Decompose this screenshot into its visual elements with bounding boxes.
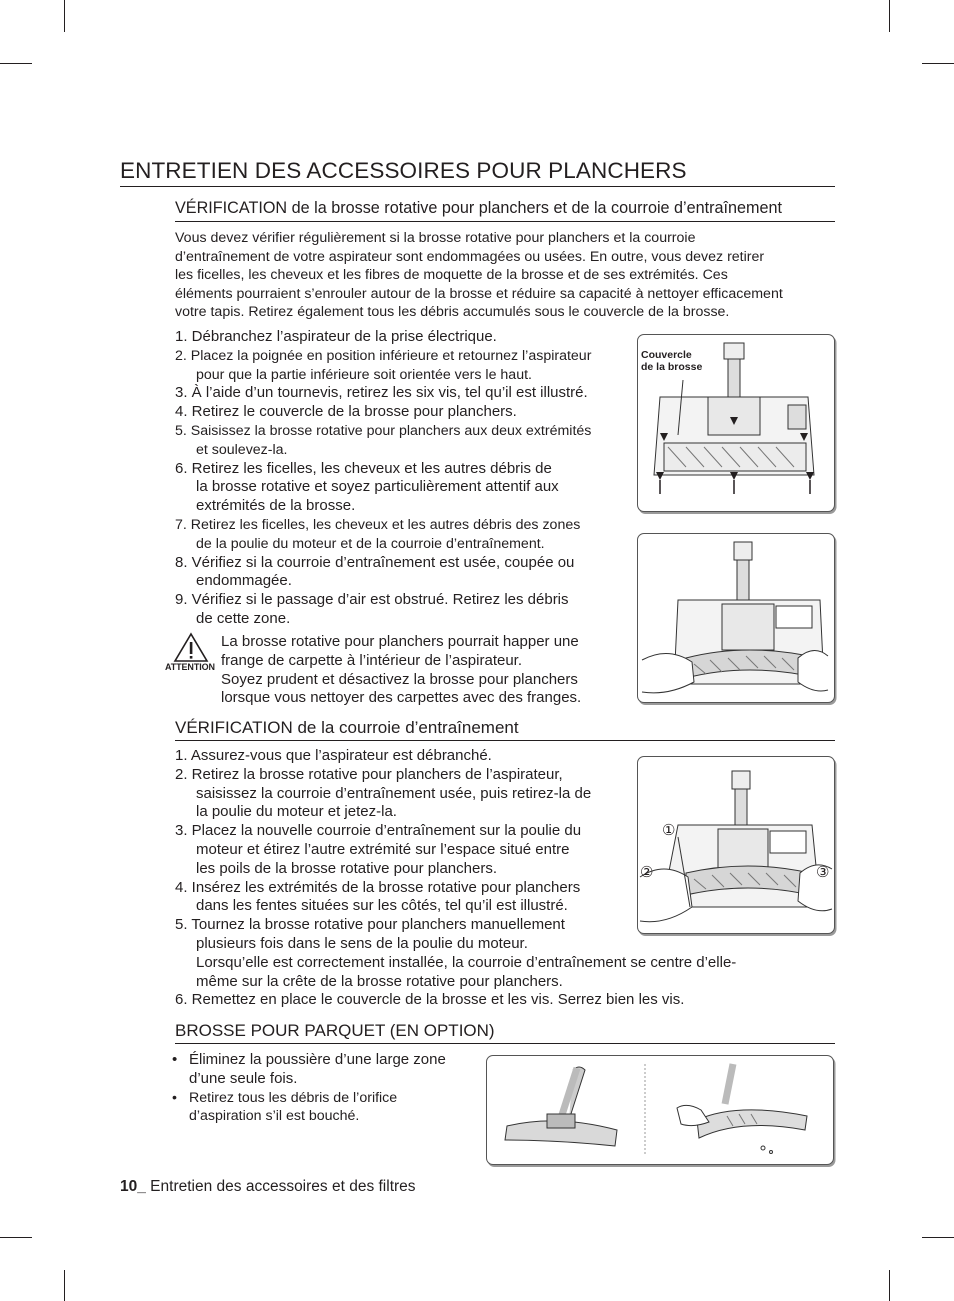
section2-heading: VÉRIFICATION de la courroie d’entraînement: [175, 718, 519, 737]
intro-line: les ficelles, les cheveux et les fibres de moquette de la brosse et de ses extrémités. Ces: [175, 267, 728, 284]
section1-intro: [175, 229, 835, 322]
step-item: 1. Assurez-vous que l’aspirateur est débranché.: [175, 747, 492, 764]
callout-1: ①: [662, 822, 676, 839]
step-item: 5. Tournez la brosse rotative pour planchers manuellement plusieurs fois dans le sens de la poulie du moteur. Lorsqu’elle est correctement installée, la courroie d’entraînement se centre d’elle- même sur la crête de la brosse rotative pour planchers.: [175, 916, 737, 990]
crop-mark: [922, 63, 954, 64]
figure-belt: [637, 756, 835, 934]
crop-mark: [922, 1237, 954, 1238]
step-item: 3. À l’aide d’un tournevis, retirez les six vis, tel qu’il est illustré.: [175, 384, 588, 402]
section3-bullets: [172, 1051, 446, 1126]
step-item: 4. Insérez les extrémités de la brosse rotative pour planchers dans les fentes situées sur les côtés, tel qu’il est illustré.: [175, 878, 581, 915]
figure-label: Couvercle de la brosse: [641, 349, 703, 373]
page-title: ENTRETIEN DES ACCESSOIRES POUR PLANCHERS: [120, 158, 687, 183]
intro-line: d’entraînement de votre aspirateur sont endommagées ou usées. En outre, vous devez retirer: [175, 248, 765, 265]
attention-text: La brosse rotative pour planchers pourrait happer une frange de carpette à l’intérieur de l’aspirateur. Soyez prudent et désactivez la brosse pour planchers lorsque vous nettoyer des carpettes avec des franges.: [221, 633, 582, 707]
section3-heading: BROSSE POUR PARQUET (EN OPTION): [175, 1021, 495, 1040]
page-footer: [120, 1178, 416, 1196]
intro-line: Vous devez vérifier régulièrement si la brosse rotative pour planchers et la courroie: [175, 230, 696, 246]
attention-label: ATTENTION: [165, 662, 215, 672]
section1-rule: [175, 221, 835, 222]
belt-drawing: [638, 757, 834, 933]
section3-rule: [175, 1043, 835, 1044]
step-item: 6. Remettez en place le couvercle de la brosse et les vis. Serrez bien les vis.: [175, 991, 685, 1009]
figure-brush-cover: [637, 334, 835, 512]
crop-mark: [0, 1237, 32, 1238]
crop-mark: [64, 1270, 65, 1301]
lift-brush-drawing: [638, 534, 834, 702]
intro-line: éléments pourraient s’enrouler autour de la brosse et réduire sa capacité à nettoyer efficacement: [175, 285, 783, 302]
crop-mark: [64, 0, 65, 32]
parquet-brush-drawing: [487, 1056, 833, 1164]
crop-mark: [889, 1270, 890, 1301]
callout-3: ③: [816, 864, 830, 881]
intro-line: votre tapis. Retirez également tous les débris accumulés sous le couvercle de la brosse.: [175, 304, 730, 321]
step-item: 8. Vérifiez si la courroie d’entraînement est usée, coupée ou endommagée.: [175, 553, 575, 590]
step-item: 9. Vérifiez si le passage d’air est obstrué. Retirez les débris de cette zone.: [175, 591, 569, 627]
crop-mark: [0, 63, 32, 64]
step-item: 4. Retirez le couvercle de la brosse pour planchers.: [175, 403, 517, 421]
section2-rule: [175, 740, 835, 741]
callout-2: ②: [640, 864, 654, 881]
section1-heading: VÉRIFICATION de la brosse rotative pour planchers et de la courroie d’entraînement: [175, 199, 783, 217]
brush-head-drawing: [638, 335, 834, 511]
title-rule: [120, 186, 835, 187]
bullet-item: • Retirez tous les débris de l’orifice d’aspiration s’il est bouché.: [172, 1089, 398, 1125]
step-item: 3. Placez la nouvelle courroie d’entraînement sur la poulie du moteur et étirez l’autre extrémité sur l’espace situé entre les poils de la brosse rotative pour planchers.: [175, 822, 582, 877]
step-item: 6. Retirez les ficelles, les cheveux et les autres débris de la brosse rotative et soyez particulièrement attentif aux extrémités de la brosse.: [175, 459, 559, 515]
bullet-item: • Éliminez la poussière d’une large zone d’une seule fois.: [172, 1051, 446, 1087]
step-item: 2. Retirez la brosse rotative pour planchers de l’aspirateur, saisissez la courroie d’entraînement usée, puis retirez-la de la poulie du moteur et jetez-la.: [175, 765, 592, 821]
step-item: 7. Retirez les ficelles, les cheveux et les autres débris des zones de la poulie du moteur et de la courroie d’entraînement.: [175, 516, 581, 552]
step-item: 5. Saisissez la brosse rotative pour planchers aux deux extrémités et soulevez-la.: [175, 422, 592, 458]
footer-text: Entretien des accessoires et des filtres: [145, 1178, 416, 1195]
crop-mark: [889, 0, 890, 32]
figure-lift-brush: [637, 533, 835, 703]
step-item: 1. Débranchez l’aspirateur de la prise électrique.: [175, 328, 497, 345]
page-number: 10_: [120, 1178, 146, 1195]
figure-parquet-brush: [486, 1055, 834, 1165]
section1-steps: [175, 328, 591, 629]
step-item: 2. Placez la poignée en position inférieure et retournez l’aspirateur pour que la partie inférieure soit orientée vers le haut.: [175, 347, 592, 383]
